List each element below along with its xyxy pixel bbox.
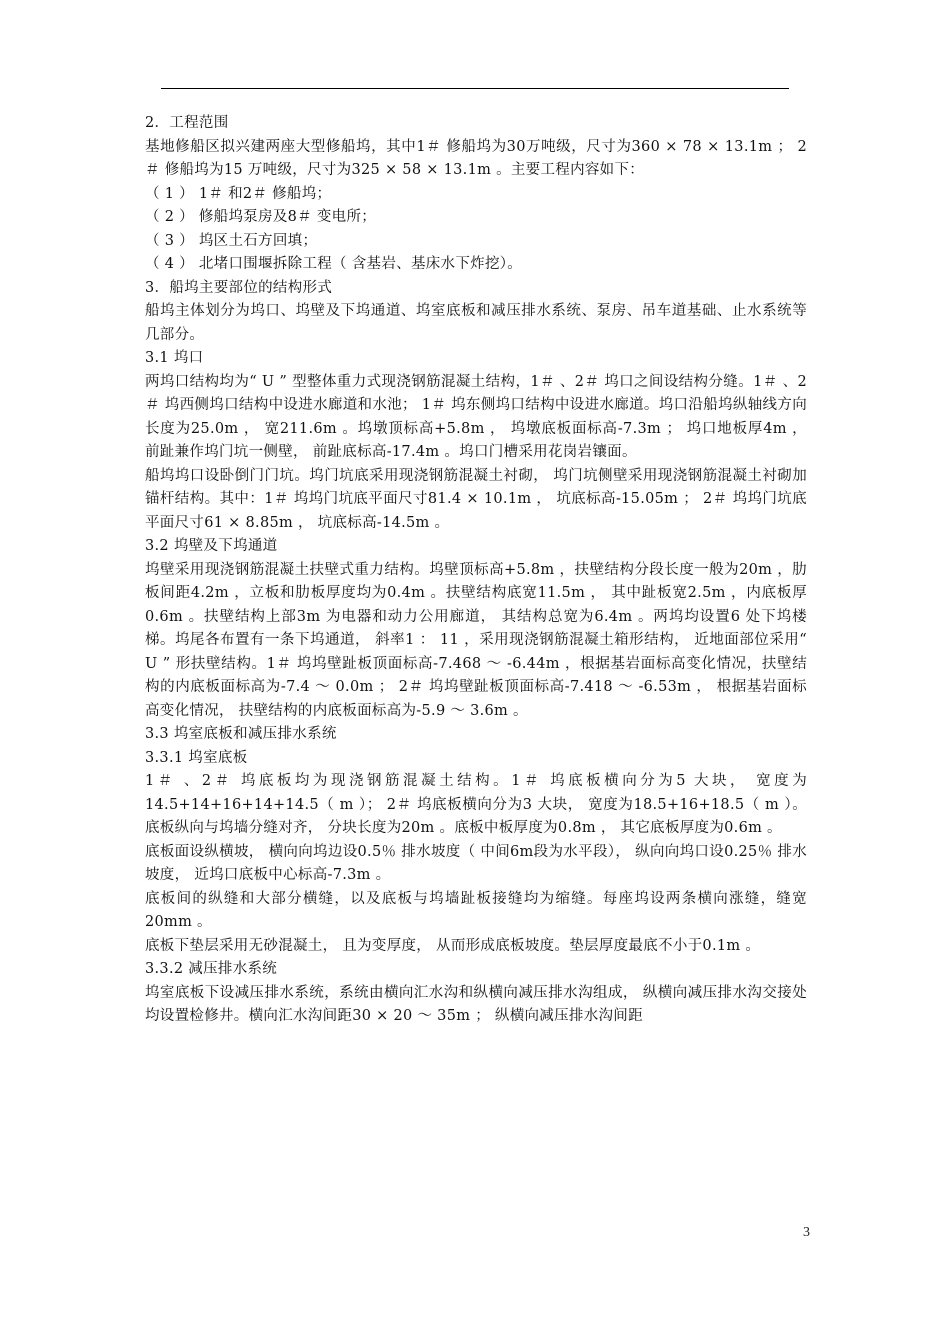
list-item: （ 2 ） 修船坞泵房及8＃ 变电所；	[145, 209, 377, 225]
paragraph: 底板间的纵缝和大部分横缝，以及底板与坞墙趾板接缝均为缩缝。每座坞设两条横向涨缝，缝宽20mm 。	[145, 890, 807, 930]
header-rule	[161, 88, 789, 89]
list-item: （ 4 ） 北堵口围堰拆除工程（ 含基岩、基床水下炸挖）。	[145, 256, 523, 272]
paragraph: 底板面设纵横坡， 横向向坞边设0.5％ 排水坡度（ 中间6m段为水平段）， 纵向向坞口设0.25％ 排水坡度， 近坞口底板中心标高-7.3m 。	[145, 843, 807, 883]
page-body	[145, 112, 807, 1029]
section-heading: 3．船坞主要部位的结构形式	[145, 279, 333, 296]
paragraph: 坞室底板下设减压排水系统，系统由横向汇水沟和纵横向减压排水沟组成， 纵横向减压排水沟交接处均设置检修井。横向汇水沟间距30 × 20 ～ 35m ； 纵横向减压排水沟间距	[145, 984, 807, 1024]
subsection-heading: 3.3.2 减压排水系统	[145, 961, 278, 977]
paragraph: 两坞口结构均为“ U ” 型整体重力式现浇钢筋混凝土结构，1＃ 、2＃ 坞口之间设结构分缝。1＃ 、2＃ 坞西侧坞口结构中设进水廊道和水池； 1＃ 坞东侧坞口结构中设进水廊道。坞口沿船坞纵轴线方向长度为25.0m ， 宽211.6m 。坞墩顶标高+5.8m ， 坞墩底板面标高-7.3m ； 坞口地板厚4m ， 前趾兼作坞门坑一侧壁， 前趾底标高-17.4m 。坞口门槽采用花岗岩镶面。	[145, 373, 807, 460]
section-heading: 2．工程范围	[145, 115, 229, 131]
paragraph: 1＃ 、2＃ 坞底板均为现浇钢筋混凝土结构。1＃ 坞底板横向分为5 大块， 宽度为14.5+14+16+14+14.5（ m ）； 2＃ 坞底板横向分为3 大块， 宽度为18.5+16+18.5（ m ）。底板纵向与坞墙分缝对齐， 分块长度为20m 。底板中板厚度为0.8m ， 其它底板厚度为0.6m 。	[145, 773, 807, 836]
page-number: 3	[803, 1225, 810, 1240]
list-item: （ 3 ） 坞区土石方回填；	[145, 232, 318, 249]
paragraph: 船坞坞口设卧倒门门坑。坞门坑底采用现浇钢筋混凝土衬砌， 坞门坑侧壁采用现浇钢筋混凝土衬砌加锚杆结构。其中：1＃ 坞坞门坑底平面尺寸81.4 × 10.1m ， 坑底标高-15.05m ； 2＃ 坞坞门坑底平面尺寸61 × 8.85m ， 坑底标高-14.5m 。	[145, 467, 807, 531]
paragraph: 船坞主体划分为坞口、坞壁及下坞通道、坞室底板和减压排水系统、泵房、吊车道基础、止水系统等几部分。	[145, 303, 807, 343]
paragraph: 底板下垫层采用无砂混凝土， 且为变厚度， 从而形成底板坡度。垫层厚度最底不小于0.1m 。	[145, 937, 761, 954]
paragraph: 坞壁采用现浇钢筋混凝土扶壁式重力结构。坞壁顶标高+5.8m ，扶壁结构分段长度一般为20m ，肋板间距4.2m ，立板和肋板厚度均为0.4m 。扶壁结构底宽11.5m ， 其中趾板宽2.5m ，内底板厚0.6m 。扶壁结构上部3m 为电器和动力公用廊道， 其结构总宽为6.4m 。两坞均设置6 处下坞楼梯。坞尾各布置有一条下坞通道， 斜率1 ： 11 ，采用现浇钢筋混凝土箱形结构， 近地面部位采用“ U ” 形扶壁结构。1＃ 坞坞壁趾板顶面标高-7.468 ～ -6.44m ，根据基岩面标高变化情况，扶壁结构的内底板面标高为-7.4 ～ 0.0m ； 2＃ 坞坞壁趾板顶面标高-7.418 ～ -6.53m ， 根据基岩面标高变化情况， 扶壁结构的内底板面标高为-5.9 ～ 3.6m 。	[145, 561, 807, 719]
paragraph: 基地修船区拟兴建两座大型修船坞，其中1＃ 修船坞为30万吨级，尺寸为360 × 78 × 13.1m ； 2＃ 修船坞为15 万吨级，尺寸为325 × 58 × 13.1m 。主要工程内容如下：	[145, 138, 807, 178]
subsection-heading: 3.3.1 坞室底板	[145, 749, 248, 766]
list-item: （ 1 ） 1＃ 和2＃ 修船坞；	[145, 185, 332, 202]
section-heading: 3.2 坞壁及下坞通道	[145, 538, 278, 554]
section-heading: 3.3 坞室底板和减压排水系统	[145, 726, 337, 742]
section-heading: 3.1 坞口	[145, 350, 204, 366]
